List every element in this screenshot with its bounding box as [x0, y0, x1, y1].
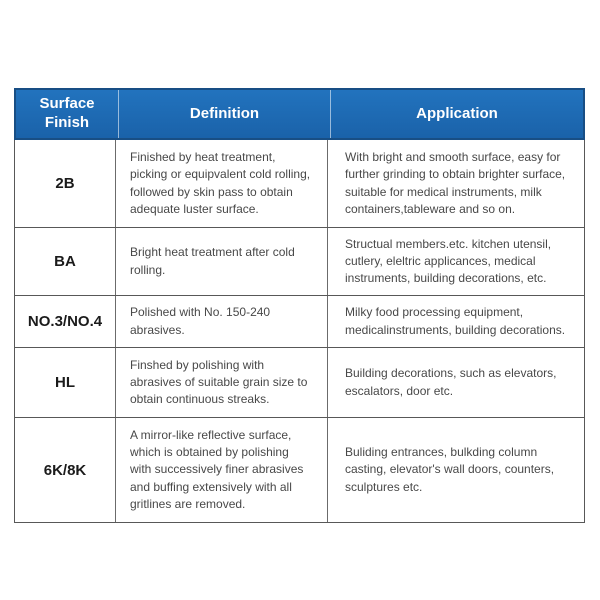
finish-code-cell: 6K/8K — [15, 418, 116, 522]
application-cell — [328, 348, 584, 417]
definition-cell — [116, 296, 328, 347]
table-row-ba — [15, 227, 584, 295]
finish-code-cell: NO.3/NO.4 — [15, 296, 116, 347]
header-label: Application — [416, 104, 498, 122]
application-cell — [328, 140, 584, 227]
header-cell-surface-finish — [16, 90, 118, 138]
definition-text: A mirror-like reflective surface, which is obtained by polishing with successively finer abrasives and buffing extensively with all gritlines are removed. — [130, 428, 304, 511]
header-cell-application — [330, 90, 583, 138]
application-text: With bright and smooth surface, easy for further grinding to obtain brighter surface, suitable for medical instruments, milk containers,tableware and so on. — [345, 150, 566, 216]
definition-text: Finshed by polishing with abrasives of suitable grain size to obtain continuous streaks. — [130, 357, 308, 407]
table-row-6k-8k — [15, 417, 584, 522]
definition-cell — [116, 418, 328, 522]
table-row-no3-no4 — [15, 295, 584, 347]
surface-finish-table — [14, 88, 585, 523]
definition-text: Polished with No. 150-240 abrasives. — [130, 305, 271, 337]
application-text: Structual members.etc. kitchen utensil, cutlery, eleltric applicances, medical instruments, building decorations, etc. — [345, 236, 552, 286]
application-text: Milky food processing equipment, medicalinstruments, building decorations. — [345, 305, 566, 337]
application-cell — [328, 228, 584, 295]
header-cell-definition — [118, 90, 330, 138]
header-label: Definition — [189, 104, 260, 122]
application-text: Buliding entrances, bulkding column casting, elevator's wall doors, counters, sculptures etc. — [345, 445, 555, 494]
table-row-hl — [15, 347, 584, 417]
finish-code-cell: BA — [15, 228, 116, 295]
table-row-2b — [15, 140, 584, 227]
application-text: Building decorations, such as elevators, escalators, door etc. — [345, 366, 557, 398]
definition-cell — [116, 228, 328, 295]
table-header-row — [14, 88, 585, 140]
table-body — [14, 140, 585, 523]
definition-cell — [116, 348, 328, 417]
application-cell — [328, 418, 584, 522]
definition-cell — [116, 140, 328, 227]
finish-code-cell: HL — [15, 348, 116, 417]
application-cell — [328, 296, 584, 347]
definition-text: Finished by heat treatment, picking or equipvalent cold rolling, followed by skin pass to obtain adequate luster surface. — [130, 150, 311, 216]
definition-text: Bright heat treatment after cold rolling. — [130, 245, 295, 277]
header-label: Surface Finish — [39, 95, 95, 131]
finish-code-cell: 2B — [15, 140, 116, 227]
